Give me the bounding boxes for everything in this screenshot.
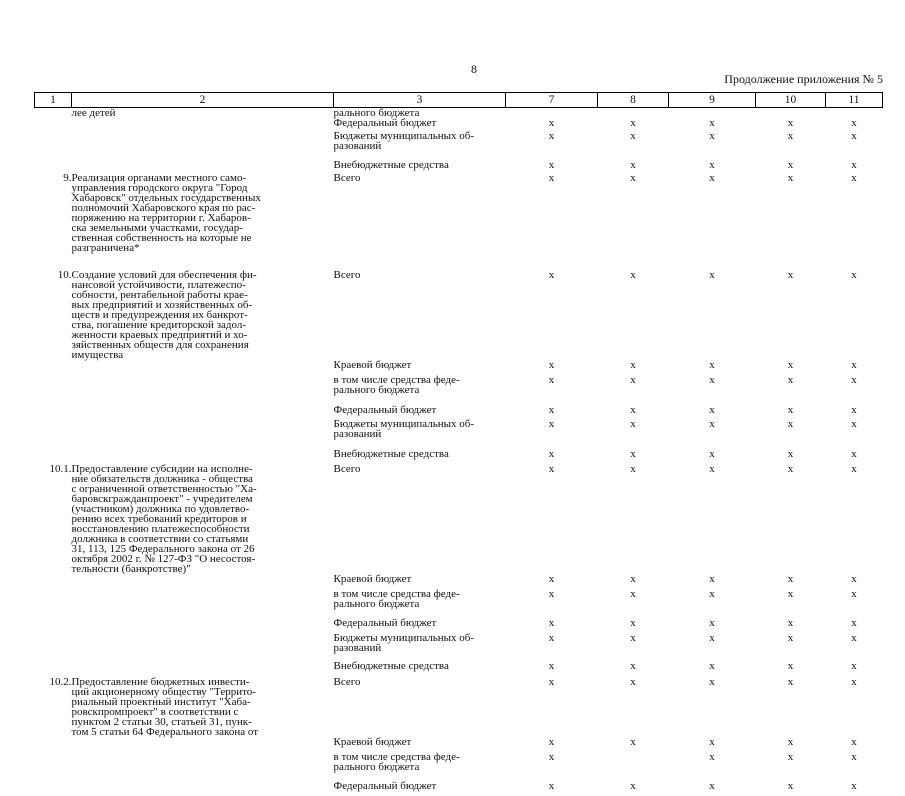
funding-source-cell [334, 419, 506, 449]
value-cell: х [598, 270, 669, 360]
funding-source-line: Федеральный бюджет [334, 618, 506, 628]
row-number [35, 360, 72, 375]
value-cell: х [756, 752, 826, 781]
measure-name-line: Предоставление бюджетных инвести- [72, 677, 334, 687]
page-number: 8 [0, 62, 905, 77]
value-cell: х [669, 449, 756, 464]
value-cell: х [756, 574, 826, 589]
value-cell: х [826, 633, 883, 661]
measure-name-line: Хабаровск" отдельных государственных [72, 193, 334, 203]
column-header: 9 [669, 93, 756, 108]
value-cell: х [669, 574, 756, 589]
funding-source-line: Всего [334, 270, 506, 280]
funding-source-line: рального бюджета [334, 108, 506, 118]
row-number [35, 737, 72, 752]
funding-source-cell [334, 449, 506, 464]
row-number [35, 752, 72, 781]
measure-name-line: 31, 113, 125 Федерального закона от 26 [72, 544, 334, 554]
measure-name-line: ровскпромпроект" в соответствии с [72, 707, 334, 717]
measure-name-line: Реализация органами местного само- [72, 173, 334, 183]
value-cell: х [756, 419, 826, 449]
value-cell: х [669, 131, 756, 160]
value-cell: х [598, 118, 669, 131]
value-cell: х [756, 781, 826, 796]
measure-name-cell [72, 449, 334, 464]
funding-source-line: Краевой бюджет [334, 574, 506, 584]
table-row [35, 375, 883, 405]
measure-name-cell [72, 752, 334, 781]
value-cell: х [506, 464, 598, 574]
value-cell: х [506, 574, 598, 589]
table-row [35, 419, 883, 449]
measure-name-cell [72, 618, 334, 633]
row-number [35, 781, 72, 796]
measure-name-line: женности краевых предприятий и хо- [72, 330, 334, 340]
row-number [35, 405, 72, 419]
value-cell: х [598, 449, 669, 464]
funding-source-line: Всего [334, 173, 506, 183]
row-number: 10.2. [35, 677, 72, 737]
value-cell: х [669, 419, 756, 449]
value-cell: х [826, 173, 883, 270]
value-cell: х [669, 270, 756, 360]
row-number: 10. [35, 270, 72, 360]
measure-name-cell [72, 131, 334, 160]
row-number [35, 419, 72, 449]
value-cell: х [506, 752, 598, 781]
value-cell: х [598, 589, 669, 618]
measure-name-line: Предоставление субсидии на исполне- [72, 464, 334, 474]
value-cell: х [506, 173, 598, 270]
funding-source-cell [334, 677, 506, 737]
value-cell: х [756, 661, 826, 677]
measure-name-line: ществ и предупреждения их банкрот- [72, 310, 334, 320]
column-header: 3 [334, 93, 506, 108]
value-cell: х [826, 677, 883, 737]
value-cell: х [669, 118, 756, 131]
measure-name-line: ства, погашение кредиторской задол- [72, 320, 334, 330]
value-cell: х [506, 633, 598, 661]
value-cell: х [826, 589, 883, 618]
value-cell: х [669, 677, 756, 737]
row-number [35, 118, 72, 131]
funding-source-line: разований [334, 429, 506, 439]
table-row [35, 131, 883, 160]
value-cell: х [756, 173, 826, 270]
value-cell: х [756, 618, 826, 633]
value-cell: х [756, 118, 826, 131]
value-cell [598, 752, 669, 781]
measure-name-cell [72, 375, 334, 405]
table-row [35, 464, 883, 574]
measure-name-line: с ограниченной ответственностью "Ха- [72, 484, 334, 494]
table-row [35, 781, 883, 796]
value-cell: х [598, 633, 669, 661]
table-row [35, 737, 883, 752]
table-row [35, 270, 883, 360]
funding-source-line: рального бюджета [334, 599, 506, 609]
funding-source-line: Краевой бюджет [334, 360, 506, 370]
value-cell: х [756, 677, 826, 737]
measure-name-line: (участником) должника по удовлетво- [72, 504, 334, 514]
measure-name-line: поряжению на территории г. Хабаров- [72, 213, 334, 223]
column-header: 10 [756, 93, 826, 108]
row-number [35, 108, 72, 119]
value-cell: х [826, 781, 883, 796]
value-cell: х [598, 464, 669, 574]
value-cell: х [506, 737, 598, 752]
table-body [35, 108, 883, 796]
value-cell: х [826, 419, 883, 449]
value-cell: х [669, 737, 756, 752]
funding-source-line: Федеральный бюджет [334, 118, 506, 128]
value-cell: х [826, 449, 883, 464]
value-cell: х [826, 405, 883, 419]
measure-name-cell [72, 574, 334, 589]
value-cell: х [826, 752, 883, 781]
value-cell: х [506, 270, 598, 360]
column-header: 7 [506, 93, 598, 108]
value-cell: х [669, 589, 756, 618]
table-row [35, 405, 883, 419]
funding-source-line: Бюджеты муниципальных об- [334, 419, 506, 429]
column-header: 2 [72, 93, 334, 108]
row-number: 10.1. [35, 464, 72, 574]
funding-source-line: Внебюджетные средства [334, 160, 506, 170]
table-row [35, 574, 883, 589]
funding-source-line: Краевой бюджет [334, 737, 506, 747]
table-row [35, 618, 883, 633]
value-cell: х [756, 449, 826, 464]
row-number [35, 618, 72, 633]
measure-name-line: зяйственных обществ для сохранения [72, 340, 334, 350]
value-cell: х [506, 160, 598, 173]
value-cell: х [756, 405, 826, 419]
funding-source-line: Внебюджетные средства [334, 661, 506, 671]
measure-name-line: ственная собственность на которые не [72, 233, 334, 243]
value-cell: х [826, 375, 883, 405]
value-cell: х [506, 677, 598, 737]
value-cell: х [598, 661, 669, 677]
value-cell: х [756, 375, 826, 405]
value-cell: х [756, 589, 826, 618]
value-cell: х [826, 464, 883, 574]
value-cell: х [506, 131, 598, 160]
funding-source-line: рального бюджета [334, 762, 506, 772]
measure-name-line: том 5 статьи 64 Федерального закона от [72, 727, 334, 737]
value-cell: х [756, 737, 826, 752]
measure-name-cell [72, 737, 334, 752]
value-cell: х [598, 574, 669, 589]
value-cell: х [669, 633, 756, 661]
measure-name-line: имущества [72, 350, 334, 360]
funding-source-line: разований [334, 141, 506, 151]
value-cell: х [826, 270, 883, 360]
measure-name-line: лее детей [72, 108, 334, 118]
funding-source-line: рального бюджета [334, 385, 506, 395]
value-cell: х [598, 160, 669, 173]
value-cell: х [598, 781, 669, 796]
funding-source-line: Федеральный бюджет [334, 781, 506, 791]
value-cell: х [506, 375, 598, 405]
measure-name-line: тельности (банкротстве)" [72, 564, 334, 574]
table-row [35, 633, 883, 661]
measure-name-line: собности, рентабельной работы крае- [72, 290, 334, 300]
value-cell: х [506, 589, 598, 618]
table-header-row [35, 93, 883, 108]
funding-source-cell [334, 131, 506, 160]
column-header: 1 [35, 93, 72, 108]
value-cell: х [669, 405, 756, 419]
value-cell: х [756, 360, 826, 375]
value-cell: х [669, 781, 756, 796]
value-cell: х [826, 618, 883, 633]
funding-source-cell [334, 405, 506, 419]
table-row [35, 360, 883, 375]
funding-source-line: Всего [334, 677, 506, 687]
table-row [35, 677, 883, 737]
funding-source-cell [334, 173, 506, 270]
measure-name-cell [72, 419, 334, 449]
row-number [35, 633, 72, 661]
measure-name-cell [72, 633, 334, 661]
measure-name-cell [72, 405, 334, 419]
measure-name-line: должника в соответствии со статьями [72, 534, 334, 544]
value-cell: х [826, 661, 883, 677]
value-cell: х [756, 160, 826, 173]
value-cell: х [826, 360, 883, 375]
value-cell: х [506, 118, 598, 131]
funding-source-cell [334, 633, 506, 661]
funding-source-cell [334, 270, 506, 360]
table-row [35, 752, 883, 781]
funding-source-cell [334, 464, 506, 574]
measure-name-line: рению всех требований кредиторов и [72, 514, 334, 524]
value-cell: х [826, 131, 883, 160]
funding-source-cell [334, 618, 506, 633]
measure-name-cell [72, 360, 334, 375]
value-cell: х [598, 173, 669, 270]
value-cell: х [598, 677, 669, 737]
value-cell: х [506, 618, 598, 633]
value-cell: х [598, 360, 669, 375]
row-number [35, 449, 72, 464]
funding-source-cell [334, 661, 506, 677]
measure-name-cell [72, 270, 334, 360]
measure-name-cell [72, 118, 334, 131]
funding-source-line: в том числе средства феде- [334, 589, 506, 599]
funding-source-line: Бюджеты муниципальных об- [334, 131, 506, 141]
appendix-continuation-note: Продолжение приложения № 5 [724, 72, 883, 87]
measure-name-line: риальный проектный институт "Хаба- [72, 697, 334, 707]
measure-name-cell [72, 464, 334, 574]
measure-name-cell [72, 781, 334, 796]
value-cell: х [598, 131, 669, 160]
value-cell: х [506, 419, 598, 449]
row-number [35, 589, 72, 618]
value-cell: х [756, 464, 826, 574]
measure-name-line: ние обязательств должника - общества [72, 474, 334, 484]
value-cell: х [669, 464, 756, 574]
funding-source-line: в том числе средства феде- [334, 375, 506, 385]
table-row [35, 589, 883, 618]
funding-source-cell [334, 781, 506, 796]
measure-name-line: ций акционерному обществу "Террито- [72, 687, 334, 697]
value-cell: х [506, 405, 598, 419]
table-row [35, 173, 883, 270]
measure-name-cell [72, 677, 334, 737]
measure-name-line: восстановлению платежеспособности [72, 524, 334, 534]
value-cell: х [598, 618, 669, 633]
row-number [35, 661, 72, 677]
value-cell: х [669, 160, 756, 173]
row-number: 9. [35, 173, 72, 270]
value-cell: х [756, 633, 826, 661]
funding-source-line: Бюджеты муниципальных об- [334, 633, 506, 643]
table-row [35, 661, 883, 677]
value-cell: х [826, 118, 883, 131]
measure-name-line: октября 2002 г. № 127-ФЗ "О несостоя- [72, 554, 334, 564]
funding-source-line: разований [334, 643, 506, 653]
measure-name-cell [72, 108, 334, 119]
value-cell: х [506, 781, 598, 796]
measure-name-line: полномочий Хабаровского края по рас- [72, 203, 334, 213]
funding-source-cell [334, 752, 506, 781]
row-number [35, 131, 72, 160]
value-cell: х [598, 405, 669, 419]
value-cell: х [826, 574, 883, 589]
funding-source-cell [334, 574, 506, 589]
table-row [35, 108, 883, 119]
funding-source-cell [334, 737, 506, 752]
measure-name-line: Создание условий для обеспечения фи- [72, 270, 334, 280]
measure-name-line: управления городского округа "Город [72, 183, 334, 193]
value-cell: х [669, 360, 756, 375]
column-header: 8 [598, 93, 669, 108]
value-cell: х [669, 752, 756, 781]
value-cell: х [669, 375, 756, 405]
value-cell: х [756, 270, 826, 360]
value-cell: х [506, 449, 598, 464]
measure-name-cell [72, 589, 334, 618]
value-cell: х [669, 661, 756, 677]
budget-table [34, 92, 883, 796]
row-number [35, 574, 72, 589]
funding-source-cell [334, 589, 506, 618]
value-cell: х [598, 737, 669, 752]
measure-name-line: вых предприятий и хозяйственных об- [72, 300, 334, 310]
funding-source-line: Всего [334, 464, 506, 474]
funding-source-cell [334, 375, 506, 405]
value-cell: х [506, 360, 598, 375]
measure-name-cell [72, 661, 334, 677]
value-cell: х [598, 375, 669, 405]
measure-name-cell [72, 173, 334, 270]
funding-source-line: в том числе средства феде- [334, 752, 506, 762]
table-row [35, 449, 883, 464]
funding-source-line: Федеральный бюджет [334, 405, 506, 415]
column-header: 11 [826, 93, 883, 108]
value-cell: х [756, 131, 826, 160]
value-cell: х [669, 173, 756, 270]
measure-name-line: разграничена* [72, 243, 334, 253]
value-cell: х [506, 661, 598, 677]
measure-name-line: баровскгражданпроект" - учредителем [72, 494, 334, 504]
measure-name-line: ска земельными участками, государ- [72, 223, 334, 233]
measure-name-line: пунктом 2 статьи 30, статьей 31, пунк- [72, 717, 334, 727]
row-number [35, 375, 72, 405]
measure-name-line: нансовой устойчивости, платежеспо- [72, 280, 334, 290]
funding-source-line: Внебюджетные средства [334, 449, 506, 459]
value-cell: х [598, 419, 669, 449]
funding-source-cell [334, 360, 506, 375]
value-cell: х [826, 737, 883, 752]
value-cell: х [826, 160, 883, 173]
value-cell: х [669, 618, 756, 633]
